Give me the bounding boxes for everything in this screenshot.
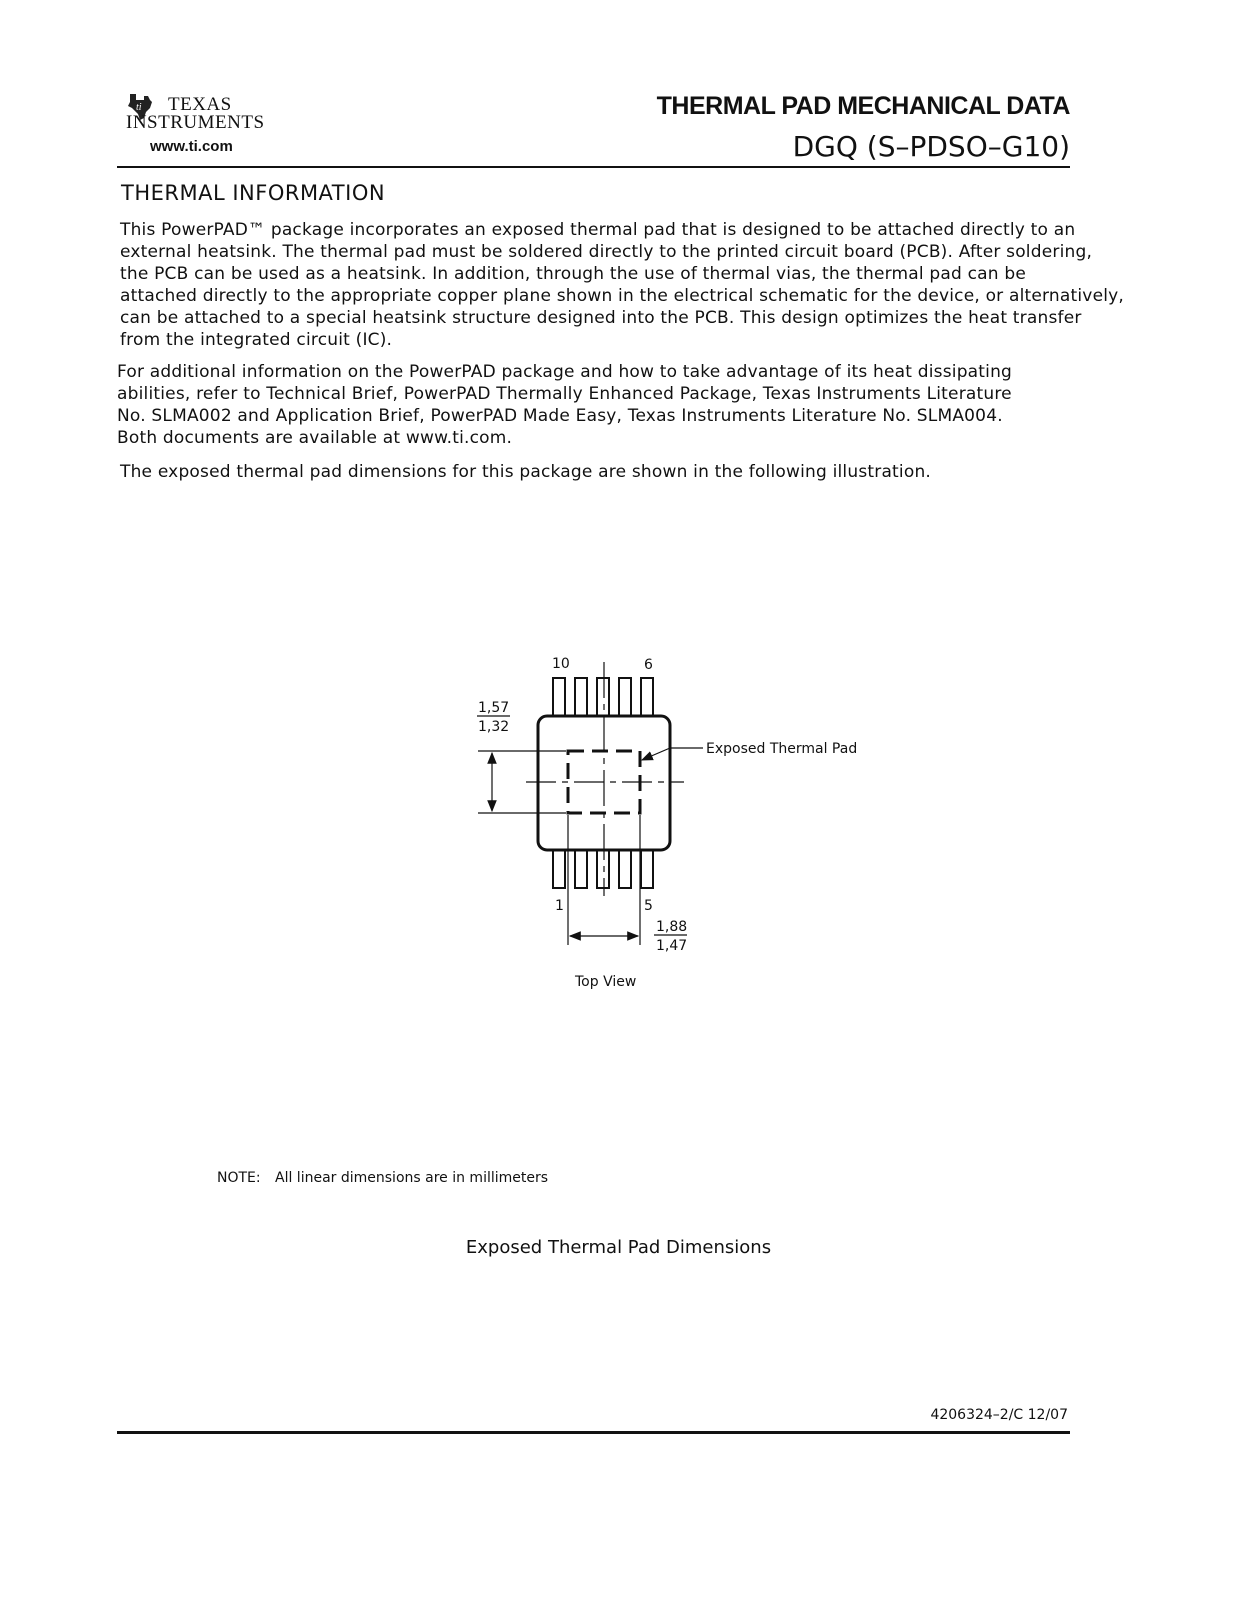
dim-vertical-max: 1,57 <box>478 700 510 716</box>
note-text: All linear dimensions are in millimeters <box>275 1170 549 1186</box>
paragraph-1 <box>120 219 1140 351</box>
paragraph-line: This PowerPAD™ package incorporates an exposed thermal pad that is designed to be attached directly to an <box>120 220 1076 240</box>
view-label: Top View <box>575 974 637 990</box>
paragraph-line: Both documents are available at www.ti.com. <box>117 428 513 448</box>
logo-url[interactable]: www.ti.com <box>150 138 233 155</box>
lead-bottom <box>641 850 653 888</box>
dim-vertical-min: 1,32 <box>478 719 510 735</box>
lead-bottom <box>553 850 565 888</box>
lead-top <box>641 678 653 716</box>
thermal-pad-drawing <box>460 645 880 1005</box>
pin-label: 1 <box>555 898 564 914</box>
section-title: THERMAL INFORMATION <box>121 181 386 205</box>
ti-logo <box>124 90 264 160</box>
paragraph-3: The exposed thermal pad dimensions for this package are shown in the following illustration. <box>120 462 932 482</box>
lead-top <box>597 678 609 716</box>
lead-top <box>619 678 631 716</box>
pin-label: 10 <box>552 656 570 672</box>
package-code: DGQ (S–PDSO–G10) <box>792 130 1070 163</box>
logo-line1: TEXAS <box>168 94 232 115</box>
note <box>217 1170 548 1186</box>
paragraph-line: can be attached to a special heatsink structure designed into the PCB. This design optimizes the heat transfer <box>120 308 1082 328</box>
lead-bottom <box>597 850 609 888</box>
paragraph-2 <box>117 361 1117 449</box>
logo-line2: INSTRUMENTS <box>126 112 265 133</box>
paragraph-line: abilities, refer to Technical Brief, PowerPAD Thermally Enhanced Package, Texas Instruments Literature <box>117 384 1012 404</box>
paragraph-line: from the integrated circuit (IC). <box>120 330 393 350</box>
footer-rule <box>117 1431 1070 1434</box>
lead-bottom <box>619 850 631 888</box>
document-number: 4206324–2/C 12/07 <box>930 1407 1068 1423</box>
lead-top <box>575 678 587 716</box>
paragraph-line: attached directly to the appropriate copper plane shown in the electrical schematic for the device, or alternatively, <box>120 286 1125 306</box>
paragraph-line: No. SLMA002 and Application Brief, PowerPAD Made Easy, Texas Instruments Literature No. SLMA004. <box>117 406 1003 426</box>
page-title: THERMAL PAD MECHANICAL DATA <box>656 92 1070 120</box>
paragraph-line: the PCB can be used as a heatsink. In addition, through the use of thermal vias, the thermal pad can be <box>120 264 1027 284</box>
paragraph-line: external heatsink. The thermal pad must be soldered directly to the printed circuit board (PCB). After soldering, <box>120 242 1093 262</box>
pin-label: 6 <box>644 657 653 673</box>
figure-caption: Exposed Thermal Pad Dimensions <box>465 1237 772 1258</box>
svg-text:ti: ti <box>136 102 142 113</box>
note-label: NOTE: <box>217 1170 261 1186</box>
header-rule <box>117 166 1070 168</box>
lead-top <box>553 678 565 716</box>
dim-horizontal-min: 1,47 <box>656 938 688 954</box>
pin-label: 5 <box>644 898 653 914</box>
paragraph-line: For additional information on the PowerPAD package and how to take advantage of its heat dissipating <box>117 362 1013 382</box>
lead-bottom <box>575 850 587 888</box>
pad-label: Exposed Thermal Pad <box>706 741 858 757</box>
dim-horizontal-max: 1,88 <box>656 919 688 935</box>
